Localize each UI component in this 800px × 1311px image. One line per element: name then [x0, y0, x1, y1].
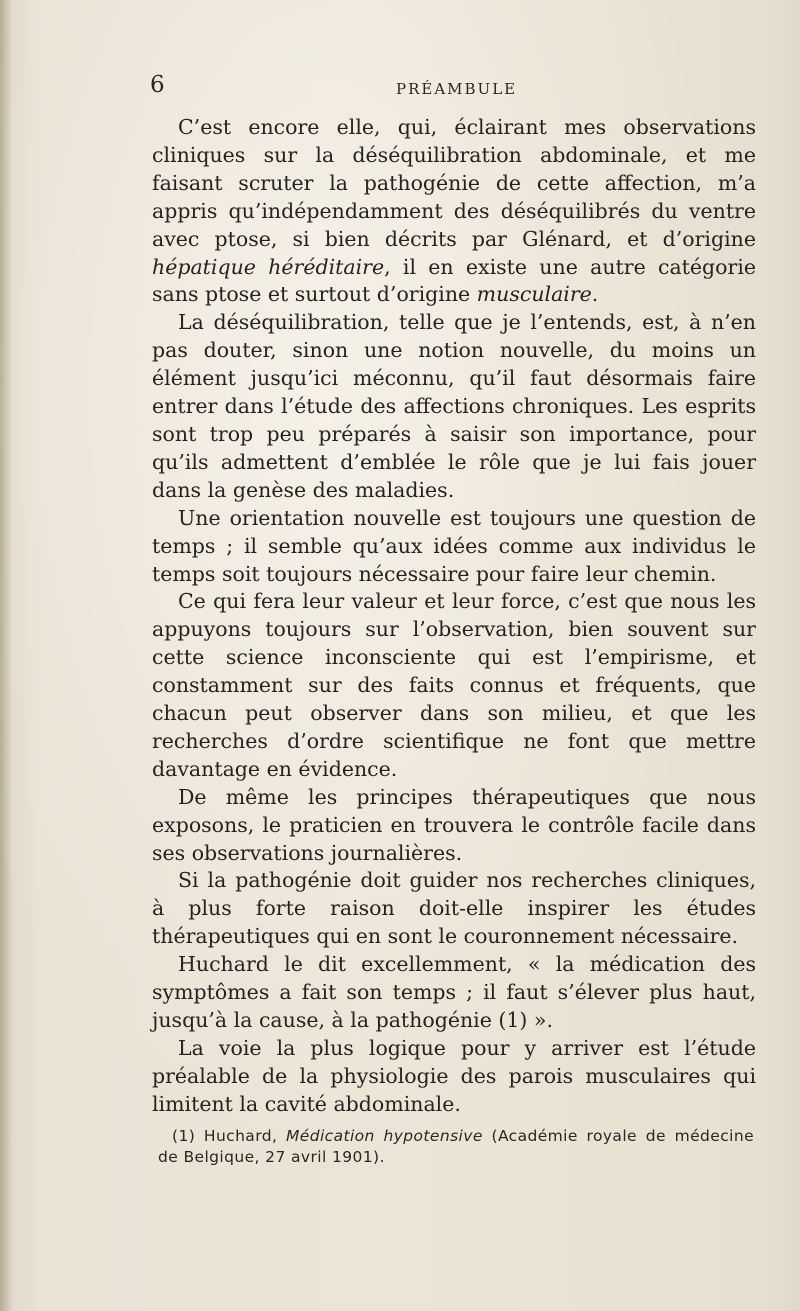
paragraph-2: La déséquilibration, telle que je l’entends, est, à n’en pas douter, sinon une notion nouvelle, du moins un élément jusqu’ici méconnu, qu’il faut désormais faire entrer dans l’étude des affections chroniques. Les esprits sont trop peu préparés à saisir son importance, pour qu’ils admettent d’emblée le rôle que je lui fais jouer dans la genèse des maladies. [152, 310, 756, 502]
paragraph-1-emphasis-hepatique: hépatique héréditaire [152, 254, 385, 279]
footnote [158, 1126, 754, 1168]
body-text [152, 114, 756, 1119]
paragraph-3: Une orientation nouvelle est toujours une question de temps ; il semble qu’aux idées comme aux individus le temps soit toujours nécessaire pour faire leur chemin. [152, 505, 756, 586]
footnote-marker: (1) Huchard, [172, 1127, 287, 1145]
paragraph-7: Huchard le dit excellemment, « la médication des symptômes a fait son temps ; il faut s’élever plus haut, jusqu’à la cause, à la pathogénie (1) ». [152, 952, 756, 1032]
paragraph-6: Si la pathogénie doit guider nos recherches cliniques, à plus forte raison doit-elle inspirer les études thérapeutiques qui en sont le couronnement nécessaire. [152, 868, 756, 949]
paragraph-1-part-a: C’est encore elle, qui, éclairant mes observations cliniques sur la déséquilibration abdominale, et me faisant scruter la pathogénie de cette affection, m’a appris qu’indépendamment des déséquilibrés du ventre avec ptose, si bien décrits par Glénard, et d’origine [152, 115, 756, 251]
running-head: PRÉAMBULE [396, 80, 518, 98]
paragraph-1 [152, 114, 756, 309]
footnote-title: Médication hypotensive [286, 1127, 483, 1145]
paragraph-1-emphasis-musculaire: musculaire [476, 282, 592, 307]
paragraph-4: Ce qui fera leur valeur et leur force, c’est que nous les appuyons toujours sur l’observation, bien souvent sur cette science inconsciente qui est l’empirisme, et constamment sur des faits connus et fréquents, que chacun peut observer dans son milieu, et que les recherches d’ordre scientifique ne font que mettre davantage en évidence. [152, 589, 756, 781]
paragraph-1-part-c: . [591, 282, 599, 307]
binding-shadow [0, 0, 12, 1311]
page-header [150, 72, 740, 102]
paragraph-1-part-b: , il en existe une autre catégorie sans ptose et surtout d’origine [152, 254, 757, 307]
paragraph-5: De même les principes thérapeutiques que nous exposons, le praticien en trouvera le contrôle facile dans ses observations journalières. [152, 784, 756, 865]
paragraph-8: La voie la plus logique pour y arriver est l’étude préalable de la physiologie des parois musculaires qui limitent la cavité abdominale. [152, 1035, 756, 1116]
page-number: 6 [150, 72, 165, 98]
footnote-rest: (Académie royale de médecine de Belgique, 27 avril 1901). [158, 1127, 755, 1166]
